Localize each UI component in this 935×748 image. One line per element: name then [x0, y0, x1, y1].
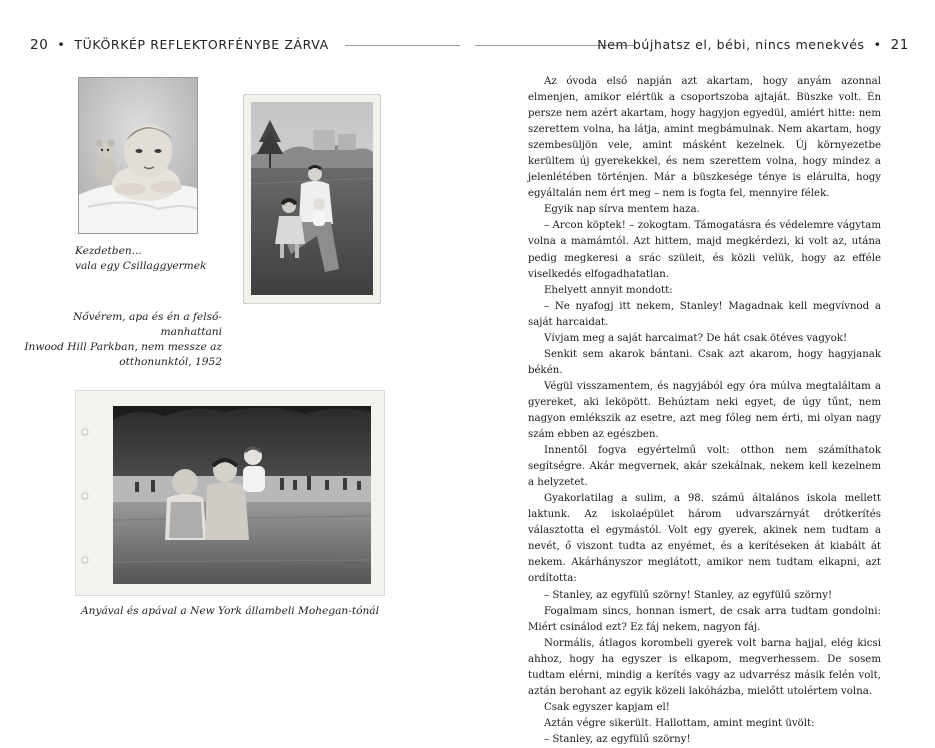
- body-paragraph: – Ne nyafogj itt nekem, Stanley! Magadnak kell megvívnod a saját harcaidat.: [528, 300, 881, 328]
- header-separator-right: •: [873, 37, 882, 52]
- body-text: [528, 74, 881, 748]
- body-paragraph: Aztán végre sikerült. Hallottam, amint megint üvölt:: [544, 717, 815, 729]
- body-paragraph: – Arcon köptek! – zokogtam. Támogatásra és védelemre vágytam volna a mamámtól. Azt hittem, majd megkérdezi, ki volt az, utána pedig megkeresi a srác szüleit, és közli velük, hogy az efféle viselkedés elfogadhatatlan.: [528, 220, 881, 280]
- park-caption-line-3: otthonunktól, 1952: [119, 356, 222, 368]
- park-photo-caption: [22, 310, 222, 370]
- body-paragraph: Fogalmam sincs, honnan ismert, de csak arra tudtam gondolni: Miért csinálod ezt? Ez fáj nekem, nagyon fáj.: [528, 605, 881, 633]
- baby-portrait-photo: [78, 77, 198, 234]
- right-running-header: [597, 37, 909, 53]
- park-family-photo: [243, 94, 381, 304]
- body-paragraph: Vívjam meg a saját harcaimat? De hát csak ötéves vagyok!: [544, 332, 848, 344]
- left-header-rule: [345, 45, 460, 46]
- baby-caption-line-1: Kezdetben...: [75, 245, 142, 257]
- body-paragraph: Csak egyszer kapjam el!: [544, 701, 670, 713]
- right-header-title: Nem bújhatsz el, bébi, nincs menekvés: [597, 37, 865, 52]
- park-caption-line-2: Inwood Hill Parkban, nem messze az: [24, 341, 222, 353]
- body-paragraph: – Stanley, az egyfülű szörny! Stanley, az egyfülű szörny!: [544, 589, 833, 601]
- body-paragraph: Senkit sem akarok bántani. Csak azt akarom, hogy hagyjanak békén.: [528, 348, 881, 376]
- lake-family-photo: [75, 390, 385, 596]
- left-header-title: TÜKÖRKÉP REFLEKTORFÉNYBE ZÁRVA: [74, 37, 329, 52]
- body-paragraph: Az óvoda első napján azt akartam, hogy anyám azonnal elmenjen, amikor elértük a csoportszoba ajtaját. Büszke volt. Én persze nem azért akartam, hogy hagyjon egyedül, amiért hitte: nem szerettem volna, ha látja, amint megbámulnak. Nem akartam, hogy szembesüljön vele, amint másként kezelnek. Új környezetbe kerültem új gyerekekkel, és nem szerettem volna, hogy mindez a jelenlétében történjen. Már a büszkesége ténye is elárulta, hogy egyáltalán nem ért meg – nem is fogta fel, mennyire félek.: [528, 76, 881, 200]
- body-paragraph: Végül visszamentem, és nagyjából egy óra múlva megtaláltam a gyereket, aki leköpött. Behúztam neki egyet, de úgy tűnt, nem nagyon emlékszik az esetre, azt meg főleg nem érti, mi olyan nagy szám ebben az egészben.: [528, 380, 881, 441]
- body-paragraph: Ehelyett annyit mondott:: [544, 284, 673, 296]
- left-running-header: [30, 37, 329, 53]
- header-separator-left: •: [57, 37, 66, 52]
- body-paragraph: Normális, átlagos korombeli gyerek volt barna hajjal, elég kicsi ahhoz, hogy ha egyszer is elkapom, megverhessem. De sosem tudtam elérni, mindig a kerítés vagy az udvarrész másik felén volt, aztán berohant az egyik közeli lakóházba, mielőtt utolértem volna.: [528, 637, 881, 697]
- body-paragraph: Gyakorlatilag a sulim, a 98. számú általános iskola mellett laktunk. Az iskolaépület három udvarszárnyát drótkerítés választotta el egymástól. Volt egy gyerek, akinek nem tudtam a nevét, ő viszont tudta az enyémet, és a kerítéseken át kiabált át nekem. Akárhányszor meglátott, amikor nem tudtam elkapni, azt ordította:: [528, 493, 881, 585]
- left-page-number: 20: [30, 37, 49, 53]
- body-paragraph: – Stanley, az egyfülű szörny!: [544, 733, 691, 745]
- park-caption-line-1: Nővérem, apa és én a felső-manhattani: [73, 311, 222, 338]
- right-page-number: 21: [890, 37, 909, 53]
- lake-photo-caption: Anyával és apával a New York állambeli Mohegan-tónál: [81, 605, 379, 617]
- baby-caption-line-2: vala egy Csillaggyermek: [75, 260, 207, 272]
- body-paragraph: Egyik nap sírva mentem haza.: [544, 204, 700, 216]
- body-paragraph: Innentől fogva egyértelmű volt: otthon nem számíthatok segítségre. Akár megvernek, akár szekálnak, nekem kell kezelnem a helyzetet.: [528, 445, 881, 489]
- baby-photo-caption: [75, 244, 235, 274]
